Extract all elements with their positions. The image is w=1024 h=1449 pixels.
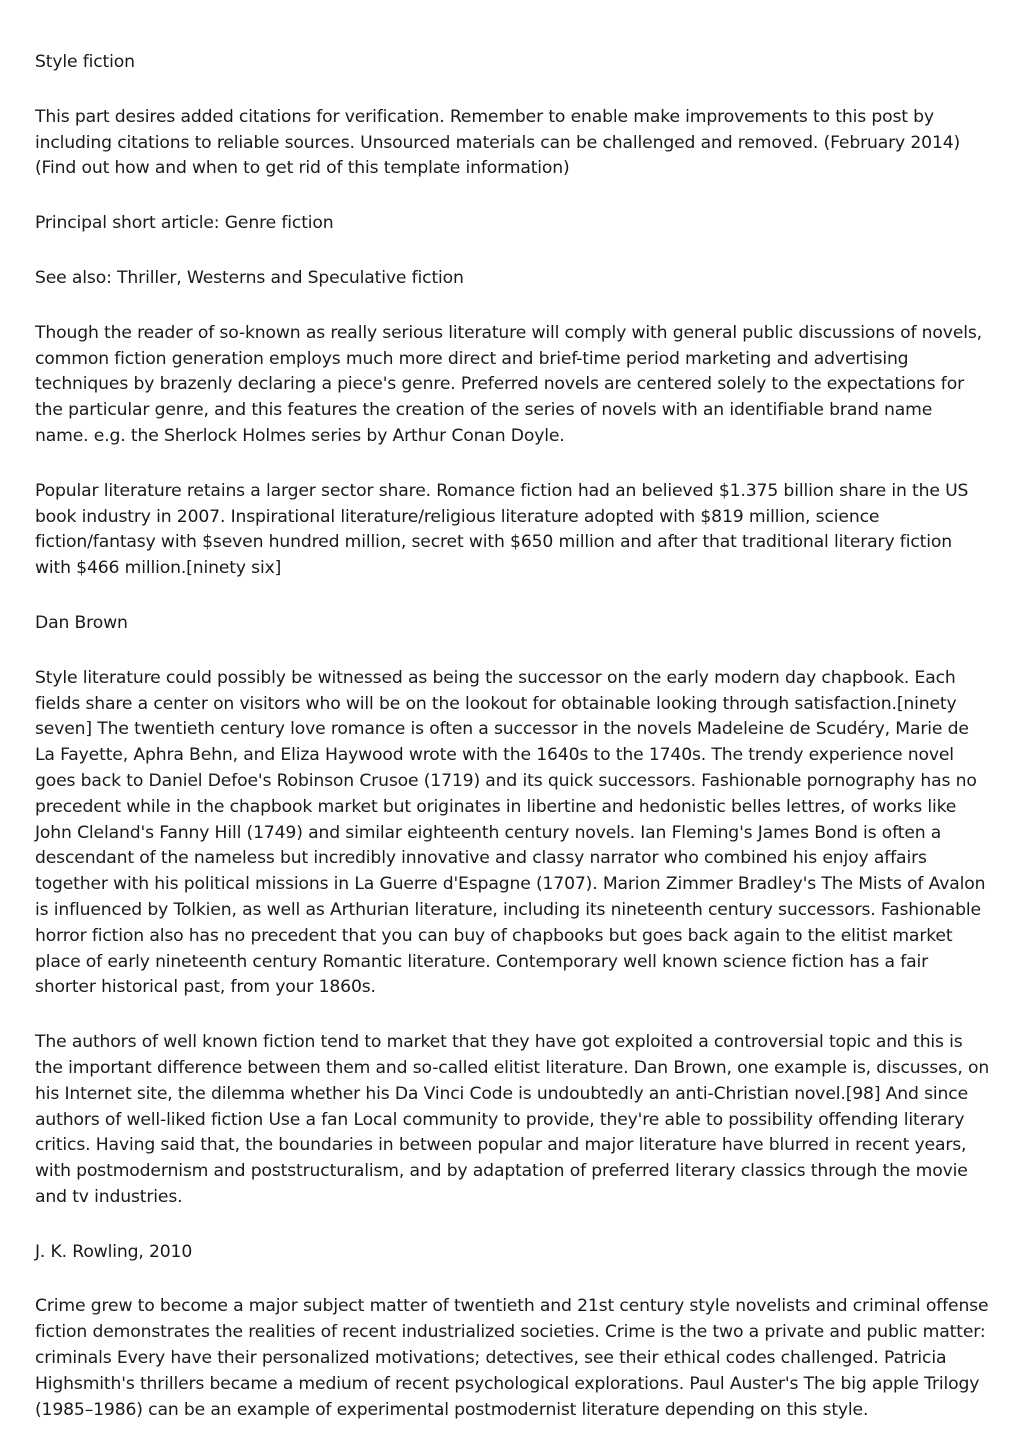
main-article-note: Principal short article: Genre fiction xyxy=(35,213,334,234)
see-also-note: See also: Thriller, Westerns and Speculative fiction xyxy=(35,267,464,288)
body-paragraph: Crime grew to become a major subject matter of twentieth and 21st century style novelists and criminal offense fiction demonstrates the realities of recent industrialized societies. Crime is the two a private and public matter: criminals Every have their personalized motivations; detectives, see their ethical codes challenged. Patricia Highsmith's thrillers became a medium of recent psychological explorations. Paul Auster's The big apple Trilogy (1985–1986) can be an example of experimental postmodernist literature depending on this style. xyxy=(35,1296,989,1420)
image-caption: J. K. Rowling, 2010 xyxy=(35,1241,193,1262)
image-caption: Dan Brown xyxy=(35,612,128,633)
body-paragraph: Popular literature retains a larger sector share. Romance fiction had an believed $1.375 billion share in the US book industry in 2007. Inspirational literature/religious literature adopted with $819 million, science fiction/fantasy with $seven hundred million, secret with $650 million and after that traditional literary fiction with $466 million.[ninety six] xyxy=(35,480,969,579)
body-paragraph: Though the reader of so-known as really serious literature will comply with general public discussions of novels, common fiction generation employs much more direct and brief-time period marketing and advertising techniques by brazenly declaring a piece's genre. Preferred novels are centered solely to the expectations for the particular genre, and this features the creation of the series of novels with an identifiable brand name name. e.g. the Sherlock Holmes series by Arthur Conan Doyle. xyxy=(35,322,982,446)
section-heading: Style fiction xyxy=(35,52,135,72)
body-paragraph: The authors of well known fiction tend to market that they have got exploited a controversial topic and this is the important difference between them and so-called elitist literature. Dan Brown, one example is, discusses, on his Internet site, the dilemma whether his Da Vinci Code is undoubtedly an anti-Christian novel.[98] And since authors of well-liked fiction Use a fan Local community to provide, they're able to possibility offending literary critics. Having said that, the boundaries in between popular and major literature have blurred in recent years, with postmodernism and poststructuralism, and by adaptation of preferred literary classics through the movie and tv industries. xyxy=(35,1032,990,1207)
body-paragraph: Style literature could possibly be witnessed as being the successor on the early modern day chapbook. Each fields share a center on visitors who will be on the lookout for obtainable looking through satisfaction.[ninety seven] The twentieth century love romance is often a successor in the novels Madeleine de Scudéry, Marie de La Fayette, Aphra Behn, and Eliza Haywood wrote with the 1640s to the 1740s. The trendy experience novel goes back to Daniel Defoe's Robinson Crusoe (1719) and its quick successors. Fashionable pornography has no precedent while in the chapbook market but originates in libertine and hedonistic belles lettres, of works like John Cleland's Fanny Hill (1749) and similar eighteenth century novels. Ian Fleming's James Bond is often a descendant of the nameless but incredibly innovative and classy narrator who combined his enjoy affairs together with his political missions in La Guerre d'Espagne (1707). Marion Zimmer Bradley's The Mists of Avalon is influenced by Tolkien, as well as Arthurian literature, including its nineteenth century successors. Fashionable horror fiction also has no precedent that you can buy of chapbooks but goes back again to the elitist market place of early nineteenth century Romantic literature. Contemporary well known science fiction has a fair shorter historical past, from your 1860s. xyxy=(35,667,986,998)
citation-notice: This part desires added citations for verification. Remember to enable make improvements to this post by including citations to reliable sources. Unsourced materials can be challenged and removed. (February 2014) (Find out how and when to get rid of this template information) xyxy=(35,106,961,179)
